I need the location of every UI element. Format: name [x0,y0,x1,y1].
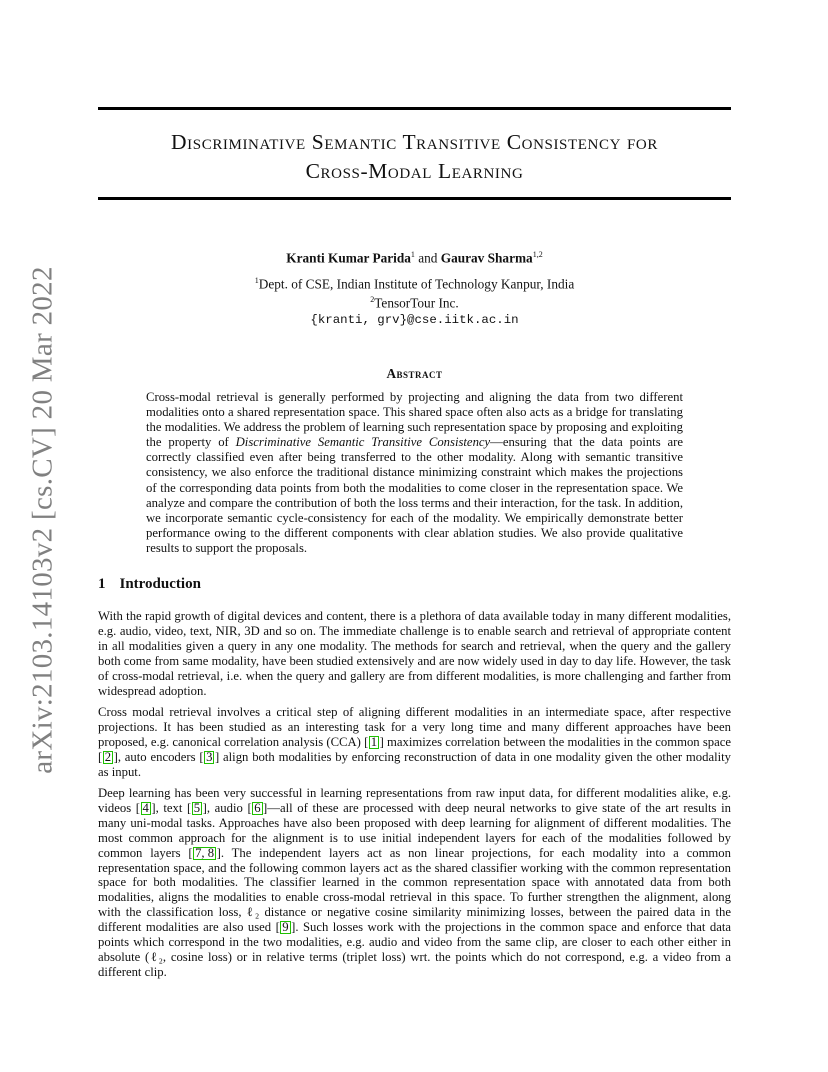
citation-link[interactable]: 2 [104,749,112,764]
affil-1: Dept. of CSE, Indian Institute of Technology Kanpur, India [258,276,575,292]
abstract-heading: Abstract [386,366,443,381]
para2-text-4: align both modalities by enforcing reconstruction of data in one modality given the other modality as input. [98,749,731,779]
title-line-1: Discriminative Semantic Transitive Consistency for [171,130,658,154]
citation-link[interactable]: 3 [206,749,213,764]
authors [98,246,731,266]
section-number: 1 [98,576,106,592]
affil-1-mark: 1 [254,276,259,285]
abstract-text [146,390,683,556]
abstract-part-b: —ensuring that the data points are correctly classified even after being transferred to the other modality. Along with semantic transitive consistency, we also enforce the traditional distance minimizing constraint which makes the projections of the corresponding data points from both the modalities to come closer in the representation space. We analyze and compare the contribution of both the loss terms and their interaction, for the task. In addition, we incorporate semantic cycle-consistency for each of the modality. We empirically demonstrate better performance owing to the different components with clear ablation studies. We also provide qualitative results to support the proposals. [146,435,683,555]
citation-link[interactable]: 9 [282,920,289,935]
para3-text-2: , text [155,800,188,815]
para3-text-3: , audio [206,800,248,815]
section-heading [98,576,201,593]
affil-2-mark: 2 [370,294,375,304]
affiliations [98,273,731,328]
author-1-name: Kranti Kumar Parida [286,250,411,266]
citation-link[interactable]: 7, 8 [195,845,215,860]
author-conjunction: and [418,250,438,266]
arxiv-stamp[interactable]: arXiv:2103.14103v2 [cs.CV] 20 Mar 2022 [26,266,59,774]
para2-text-3: , auto encoders [117,749,200,764]
citation-link[interactable]: 1 [370,734,378,749]
section-title: Introduction [119,576,201,592]
citation-link[interactable]: 5 [193,800,201,815]
para3-text-1: Deep learning has been very successful in learning representations from raw input data, for different modalities alike, e.g. videos [98,786,731,815]
para2-text-1: Cross modal retrieval involves a critical step of aligning different modalities in an intermediate space, after respective projections. It has been studied as an interesting task for a very long time and many different approaches have been proposed, e.g. canonical correlation analysis (CCA) [98,705,731,749]
affil-2: TensorTour Inc. [374,295,459,311]
author-2-affil: 1,2 [532,250,543,259]
paper-title [98,128,731,186]
intro-paragraph-3: Deep learning has been very successful in learning representations from raw input data, for different modalities alike, e.g. videos [ 4 ], text [ 5 ], audio [ 6 ]—all of these are processed with deep neural networks to give state of the art results in many uni-modal tasks. Approaches have also been proposed with deep learning for alignment of different modalities. The most common approach for the alignment is to use initial independent layers for each of the modalities followed by common layers [ 7, 8 ]. The independent layers act as non linear projections, for each modality into a common representation space, and the following common layers act as the shared classifier working with the common representation space for both modalities. The classifier learned in the common representation space with annotated data from both modalities, aligns the modalities to enable cross-modal retrieval in this space. To further strengthen the alignment, along with the classification loss, ℓ₂ distance or negative cosine similarity minimizing losses, between the paired data in the different modalities are also used [ 9 ]. Such losses work with the projections in the common space and enforce that data points which correspond in the two modalities, e.g. audio and video from the same clip, are closer to each other either in absolute (ℓ₂, cosine loss) or in relative terms (triplet loss) wrt. the points which do not correspond, e.g. a video from a different clip. [98,786,731,979]
author-1-affil: 1 [410,250,415,259]
top-rule [98,107,731,110]
para3-text-6: . Such losses work with the projections in the common space and enforce that data points which correspond in the two modalities, e.g. audio and video from the same clip, are closer to each other either in absolute (ℓ₂, cosine loss) or in relative terms (triplet loss) wrt. the points which do not correspond, e.g. a video from a different clip. [98,920,731,979]
para3-text-4: —all of these are processed with deep neural networks to give state of the art results in many uni-modal tasks. Approaches have also been proposed with deep learning for alignment of different modalities. The most common approach for the alignment is to use initial independent layers for each of the modalities followed by common layers [98,800,731,860]
citation-link[interactable]: 4 [142,800,149,815]
abstract-emphasis: Discriminative Semantic Transitive Consistency [235,435,491,450]
abstract-part-a: Cross-modal retrieval is generally performed by projecting and aligning the data from two different modalities onto a shared representation space. This shared space often also acts as a bridge for translating the modalities. We address the problem of learning such representation space by proposing and exploiting the property of [146,390,683,450]
author-email: {kranti, grv}@cse.iitk.ac.in [310,312,519,327]
para3-text-5: . The independent layers act as non linear projections, for each modality into a common representation space, and the following common layers act as the shared classifier working with the common representation space for both modalities. The classifier learned in the common representation space with annotated data from both modalities, aligns the modalities to enable cross-modal retrieval in this space. To further strengthen the alignment, along with the classification loss, ℓ₂ distance or negative cosine similarity minimizing losses, between the paired data in the different modalities are also used [98,845,731,935]
citation-link[interactable]: 6 [254,800,261,815]
intro-paragraph-1: With the rapid growth of digital devices and content, there is a plethora of data available today in many different modalities, e.g. audio, video, text, NIR, 3D and so on. The immediate challenge is to enable search and retrieval of appropriate content in all modalities given a query in any one modality. The methods for search and retrieval, when the query and the gallery both come from same modality, have been studied extensively and are now widely used in day to day life. However, the task of cross-modal retrieval, i.e. when the query and gallery are from different modalities, is more challenging and farther from widespread adoption. [98,609,731,698]
title-line-2: Cross-Modal Learning [305,159,524,183]
bottom-rule [98,197,731,200]
para2-text-2: maximizes correlation between the modalities in the common space [383,734,731,749]
author-2-name: Gaurav Sharma [440,250,533,266]
intro-paragraph-2: Cross modal retrieval involves a critical step of aligning different modalities in an intermediate space, after respective projections. It has been studied as an interesting task for a very long time and many different approaches have been proposed, e.g. canonical correlation analysis (CCA) [ 1 ] maximizes correlation between the modalities in the common space [ 2 ], auto encoders [ 3 ] align both modalities by enforcing reconstruction of data in one modality given the other modality as input. [98,705,731,779]
